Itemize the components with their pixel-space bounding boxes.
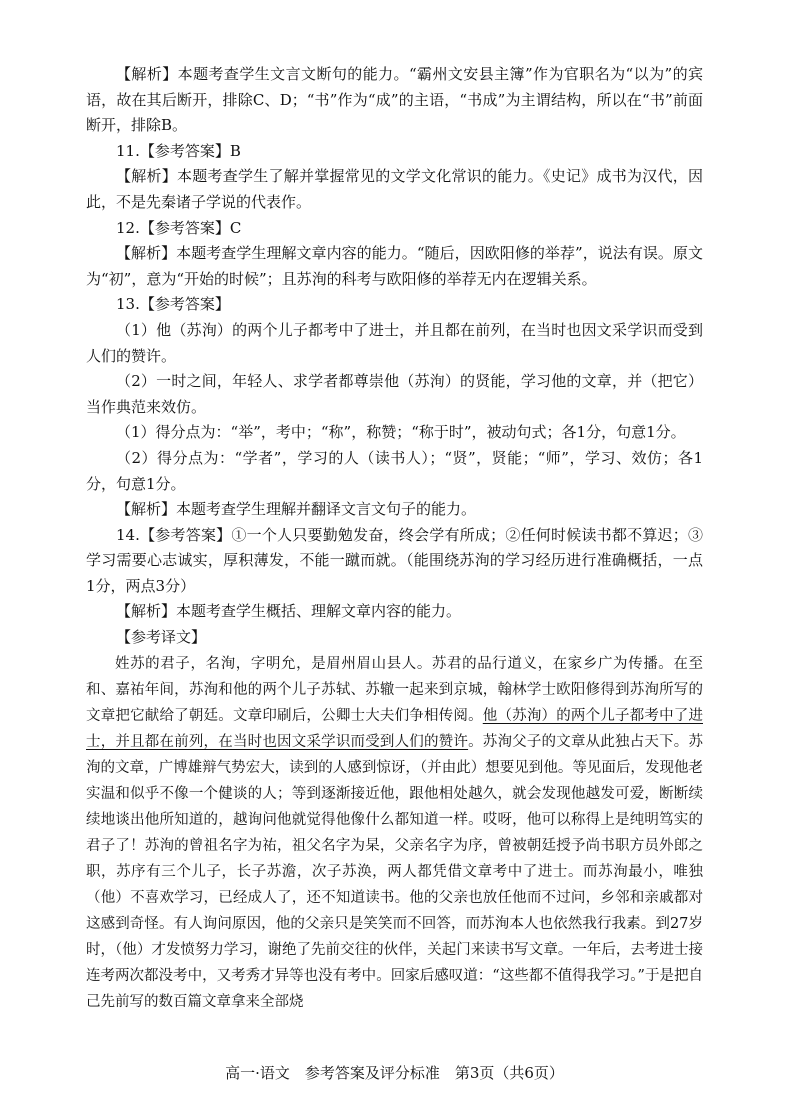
page-footer: 高一·语文 参考答案及评分标准 第3页（共6页） — [225, 1064, 564, 1082]
q14-analysis: 【解析】本题考查学生概括、理解文章内容的能力。 — [116, 602, 462, 621]
q13-score-1: （1）得分点为：“举”，考中；“称”，称赞；“称于时”，被动句式；各1分，句意1分。 — [116, 423, 686, 442]
q11-analysis: 【解析】本题考查学生了解并掌握常见的文学文化常识的能力。《史记》成书为汉代，因此，不是先秦诸子学说的代表作。 — [86, 167, 703, 211]
translation-heading: 【参考译文】 — [116, 628, 207, 647]
q13-answer: 13.【参考答案】 — [116, 295, 230, 314]
q13-item-2: （2）一时之间，年轻人、求学者都尊崇他（苏洵）的贤能，学习他的文章，并（把它）当作典范来效仿。 — [86, 372, 703, 416]
q11-answer: 11.【参考答案】B — [116, 141, 241, 160]
q12-analysis: 【解析】本题考查学生理解文章内容的能力。“随后，因欧阳修的举荐”，说法有误。原文为“初”，意为“开始的时候”；且苏洵的科考与欧阳修的举荐无内在逻辑关系。 — [86, 244, 703, 288]
q10-analysis: 【解析】本题考查学生文言文断句的能力。“霸州文安县主簿”作为官职名为“以为”的宾语，故在其后断开，排除C、D；“书”作为“成”的主语，“书成”为主谓结构，所以在“书”前面断开，排除B。 — [86, 65, 703, 135]
translation-body — [86, 651, 703, 1015]
translation-part-2: 。苏洵父子的文章从此独占天下。苏洵的文章，广博雄辩气势宏大，读到的人感到惊讶，（并由此）想要见到他。等见面后，发现他老实温和似乎不像一个健谈的人；等到逐渐接近他，跟他相处越久，就会发现他越发可爱，断断续续地谈出他所知道的，越询问他就觉得他像什么都知道一样。哎呀，他可以称得上是纯明笃实的君子了！苏洵的曾祖名字为祐，祖父名字为杲，父亲名字为序，曾被朝廷授予尚书职方员外郎之职，苏序有三个儿子，长子苏澹，次子苏涣，两人都凭借文章考中了进士。而苏洵最小，唯独（他）不喜欢学习，已经成人了，还不知道读书。他的父亲也放任他而不过问，乡邻和亲戚都对这感到奇怪。有人询问原因，他的父亲只是笑笑而不回答，而苏洵本人也依然我行我素。到27岁时，（他）才发愤努力学习，谢绝了先前交往的伙伴，关起门来读书写文章。一年后，去考进士接连考两次都没考中，又考秀才异等也没有考中。回家后感叹道：“这些都不值得我学习。”于是把自己先前写的数百篇文章拿来全部烧 — [86, 733, 704, 1010]
q12-answer: 12.【参考答案】C — [116, 218, 242, 237]
q13-analysis: 【解析】本题考查学生理解并翻译文言文句子的能力。 — [116, 500, 477, 519]
q13-item-1: （1）他（苏洵）的两个儿子都考中了进士，并且都在前列，在当时也因文采学识而受到人们的赞许。 — [86, 320, 703, 365]
q13-score-2: （2）得分点为：“学者”，学习的人（读书人）；“贤”，贤能；“师”，学习、效仿；各1分，句意1分。 — [86, 448, 703, 493]
translation-underlined-sentence: 他（苏洵）的两个儿子都考中了进士，并且都在前列，在当时也因文采学识而受到人们的赞许 — [86, 707, 703, 750]
translation-part-1: 姓苏的君子，名洵，字明允，是眉州眉山县人。苏君的品行道义，在家乡广为传播。在至和、嘉祐年间，苏洵和他的两个儿子苏轼、苏辙一起来到京城，翰林学士欧阳修得到苏洵所写的文章把它献给了朝廷。文章印刷后，公卿士大夫们争相传阅。 — [86, 655, 703, 724]
q14-answer: 14.【参考答案】①一个人只要勤勉发奋，终会学有所成；②任何时候读书都不算迟；③学习需要心志诚实，厚积薄发，不能一蹴而就。（能围绕苏洵的学习经历进行准确概括，一点1分，两点3分） — [86, 525, 703, 595]
